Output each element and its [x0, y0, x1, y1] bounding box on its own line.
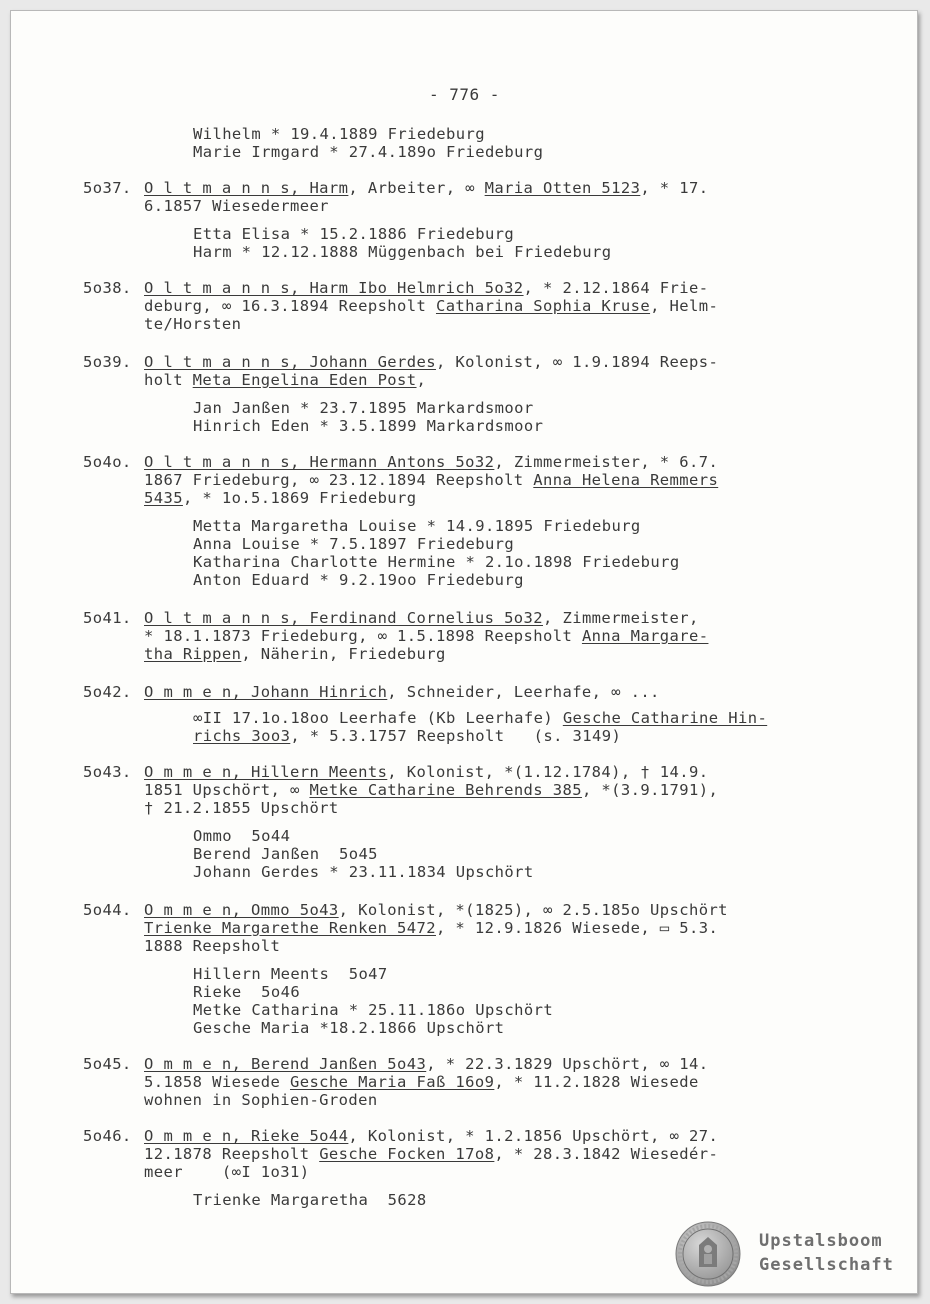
person-name: O m m e n, Johann Hinrich: [144, 683, 388, 701]
spouse-name: Catharina Sophia Kruse: [435, 297, 651, 315]
child-line: Anton Eduard * 9.2.19oo Friedeburg: [193, 571, 524, 589]
entry-text: , * 11.2.1828 Wiesede: [494, 1073, 699, 1091]
brand-line: Gesellschaft: [759, 1255, 894, 1275]
spouse-name: 5435: [144, 489, 183, 507]
entry-line: [144, 683, 660, 701]
entry-line: [144, 1055, 708, 1073]
entry-line: [144, 453, 718, 471]
person-name: O l t m a n n s, Harm: [144, 179, 349, 197]
entry-line: [144, 179, 708, 197]
entry-text: 1851 Upschört, ∞: [144, 781, 310, 799]
document-page: [10, 10, 918, 1294]
entry-line: † 21.2.1855 Upschört: [144, 799, 339, 817]
entry-line: [144, 609, 699, 627]
child-line: Etta Elisa * 15.2.1886 Friedeburg: [193, 225, 515, 243]
child-line: Hinrich Eden * 3.5.1899 Markardsmoor: [193, 417, 544, 435]
entry-text: , * 17.: [640, 179, 709, 197]
person-name: O m m e n, Rieke 5o44: [144, 1127, 349, 1145]
entry-number: 5o39.: [83, 353, 132, 371]
entry-text: , Kolonist, *(1.12.1784), † 14.9.: [387, 763, 709, 781]
entry-number: 5o43.: [83, 763, 132, 781]
child-line: Anna Louise * 7.5.1897 Friedeburg: [193, 535, 515, 553]
entry-line: [144, 279, 708, 297]
entry-line: meer (∞I 1o31): [144, 1163, 310, 1181]
child-line: Wilhelm * 19.4.1889 Friedeburg: [193, 125, 485, 143]
entry-text: , Helm-: [650, 297, 719, 315]
entry-text: 1867 Friedeburg, ∞ 23.12.1894 Reepsholt: [144, 471, 534, 489]
entry-line: [144, 471, 718, 489]
entry-line: [144, 489, 417, 507]
entry-text: , * 22.3.1829 Upschört, ∞ 14.: [426, 1055, 709, 1073]
entry-line: [144, 297, 718, 315]
child-line: Rieke 5o46: [193, 983, 301, 1001]
child-line: Marie Irmgard * 27.4.189o Friedeburg: [193, 143, 544, 161]
entry-line: [144, 1127, 718, 1145]
entry-line: [144, 353, 718, 371]
page-number: - 776 -: [429, 85, 500, 104]
entry-text: , Kolonist, ∞ 1.9.1894 Reeps-: [435, 353, 719, 371]
entry-text: holt: [144, 371, 193, 389]
entry-text: , Kolonist, * 1.2.1856 Upschört, ∞ 27.: [348, 1127, 719, 1145]
entry-text: ,: [416, 371, 427, 389]
entry-text: , * 5.3.1757 Reepsholt (s. 3149): [290, 727, 622, 745]
brand-line: Upstalsboom: [759, 1231, 883, 1251]
spouse-name: Meta Engelina Eden Post: [192, 371, 417, 389]
entry-line: [144, 919, 718, 937]
entry-number: 5o44.: [83, 901, 132, 919]
entry-text: , * 12.9.1826 Wiesede, ▭ 5.3.: [435, 919, 719, 937]
spouse-name: Gesche Maria Faß 16o9: [289, 1073, 495, 1091]
child-line: Ommo 5o44: [193, 827, 291, 845]
child-line: Berend Janßen 5o45: [193, 845, 378, 863]
entry-line: wohnen in Sophien-Groden: [144, 1091, 378, 1109]
child-line: Jan Janßen * 23.7.1895 Markardsmoor: [193, 399, 534, 417]
person-name: O l t m a n n s, Harm Ibo Helmrich 5o32: [144, 279, 524, 297]
entry-text: deburg, ∞ 16.3.1894 Reepsholt: [144, 297, 436, 315]
entry-line: 6.1857 Wiesedermeer: [144, 197, 329, 215]
entry-line: [144, 371, 426, 389]
entry-line: [144, 627, 708, 645]
person-name: O m m e n, Berend Janßen 5o43: [144, 1055, 427, 1073]
entry-text: , Arbeiter, ∞: [348, 179, 485, 197]
child-line: Metta Margaretha Louise * 14.9.1895 Friedeburg: [193, 517, 641, 535]
entry-text: , * 1o.5.1869 Friedeburg: [182, 489, 417, 507]
entry-text: , *(3.9.1791),: [581, 781, 719, 799]
entry-line: [144, 781, 718, 799]
entry-text: 12.1878 Reepsholt: [144, 1145, 320, 1163]
spouse-name: Gesche Catharine Hin-: [562, 709, 768, 727]
child-line: Hillern Meents 5o47: [193, 965, 388, 983]
entry-line: [144, 1145, 718, 1163]
spouse-name: Maria Otten 5123: [484, 179, 641, 197]
entry-text: , Schneider, Leerhafe, ∞ ...: [387, 683, 660, 701]
child-line: Metke Catharina * 25.11.186o Upschört: [193, 1001, 554, 1019]
person-name: O l t m a n n s, Ferdinand Cornelius 5o32: [144, 609, 544, 627]
entry-line: [144, 1073, 699, 1091]
person-name: O m m e n, Ommo 5o43: [144, 901, 339, 919]
entry-number: 5o41.: [83, 609, 132, 627]
entry-text: , Kolonist, *(1825), ∞ 2.5.185o Upschört: [338, 901, 728, 919]
child-line: Katharina Charlotte Hermine * 2.1o.1898 Friedeburg: [193, 553, 680, 571]
entry-number: 5o37.: [83, 179, 132, 197]
entry-text: 5.1858 Wiesede: [144, 1073, 290, 1091]
seal-icon: [675, 1221, 741, 1287]
child-line: Trienke Margaretha 5628: [193, 1191, 427, 1209]
entry-line: te/Horsten: [144, 315, 242, 333]
entry-line: [193, 727, 621, 745]
entry-text: , Zimmermeister,: [543, 609, 699, 627]
person-name: O l t m a n n s, Johann Gerdes: [144, 353, 436, 371]
entry-number: 5o46.: [83, 1127, 132, 1145]
entry-text: , * 28.3.1842 Wiesedér-: [494, 1145, 719, 1163]
spouse-name: Gesche Focken 17o8: [319, 1145, 495, 1163]
spouse-name: Metke Catharine Behrends 385: [309, 781, 582, 799]
spouse-name: Anna Margare-: [581, 627, 709, 645]
entry-text: , Zimmermeister, * 6.7.: [494, 453, 719, 471]
entry-number: 5o45.: [83, 1055, 132, 1073]
entry-line: [144, 901, 728, 919]
society-logo-text: [759, 1229, 894, 1277]
entry-line: 1888 Reepsholt: [144, 937, 281, 955]
spouse-name: Anna Helena Remmers: [533, 471, 719, 489]
child-line: Gesche Maria *18.2.1866 Upschört: [193, 1019, 505, 1037]
entry-text: ∞II 17.1o.18oo Leerhafe (Kb Leerhafe): [193, 709, 563, 727]
person-name: O l t m a n n s, Hermann Antons 5o32: [144, 453, 495, 471]
person-name: O m m e n, Hillern Meents: [144, 763, 388, 781]
entry-line: [193, 709, 767, 727]
child-line: Harm * 12.12.1888 Müggenbach bei Friedeburg: [193, 243, 612, 261]
entry-number: 5o4o.: [83, 453, 132, 471]
entry-text: * 18.1.1873 Friedeburg, ∞ 1.5.1898 Reepsholt: [144, 627, 582, 645]
entry-text: , * 2.12.1864 Frie-: [523, 279, 709, 297]
entry-line: [144, 645, 446, 663]
entry-number: 5o38.: [83, 279, 132, 297]
spouse-name: tha Rippen: [144, 645, 242, 663]
entry-line: [144, 763, 708, 781]
entry-text: , Näherin, Friedeburg: [241, 645, 446, 663]
child-line: Johann Gerdes * 23.11.1834 Upschört: [193, 863, 534, 881]
spouse-name: Trienke Margarethe Renken 5472: [144, 919, 436, 937]
entry-number: 5o42.: [83, 683, 132, 701]
spouse-name: richs 3oo3: [193, 727, 291, 745]
